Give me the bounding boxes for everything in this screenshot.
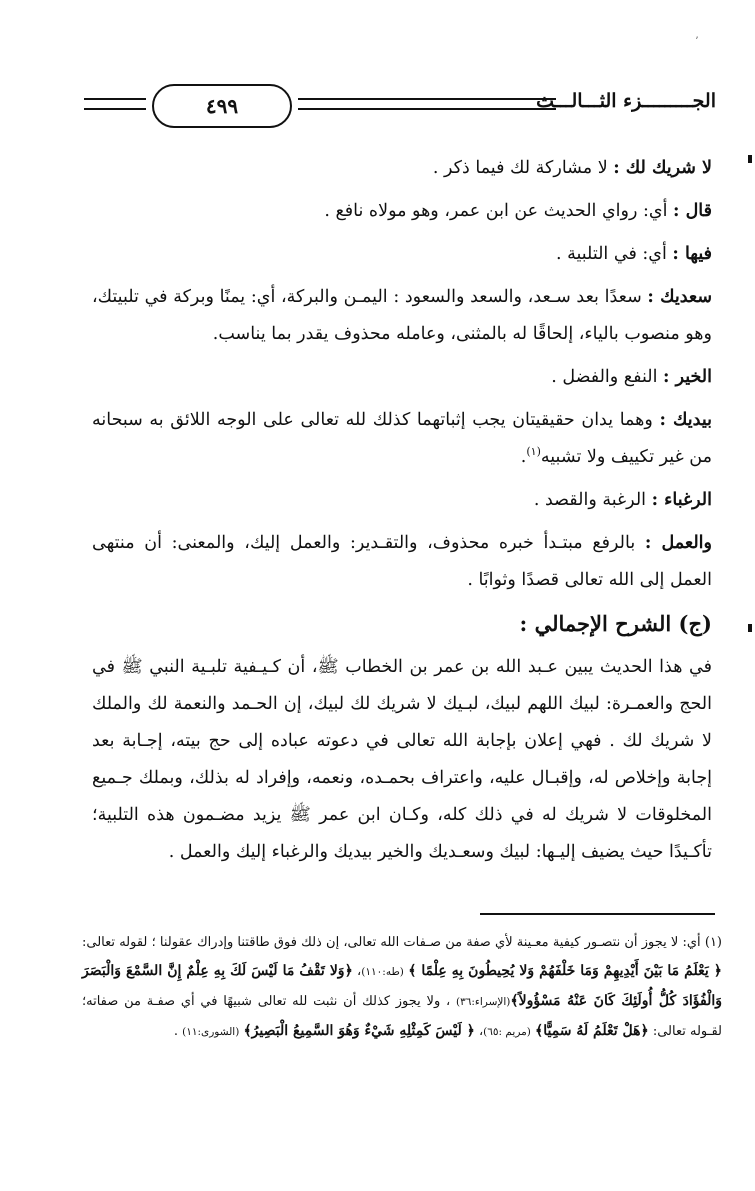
page-number: ٤٩٩ — [152, 84, 292, 128]
footnote — [82, 928, 722, 1047]
footnote-separator: ، — [352, 964, 362, 979]
quran-verse: ﴿ لَيْسَ كَمِثْلِهِ شَيْءٌ وَهُوَ السَّمِيعُ الْبَصِيرُ﴾ — [243, 1023, 475, 1039]
vocab-definition: سعدًا بعد سـعد، والسعد والسعود : اليمـن والبركة، أي: يمنًا وبركة في تلبيتك، وهو منصوب بالياء، إلحاقًا له بالمثنى، وعامله محذوف يقدر بما يناسب. — [92, 287, 712, 344]
section-heading: (ج) الشرح الإجمالي : — [519, 611, 712, 636]
page-header — [84, 84, 716, 134]
vocab-term: بيديك : — [659, 410, 712, 430]
vocab-term: سعديك : — [647, 287, 712, 307]
verse-reference: (طه:١١٠) — [361, 966, 404, 978]
vocab-definition: النفع والفضل . — [551, 367, 664, 387]
vocab-entry — [92, 236, 712, 273]
vocab-term: لا شريك لك : — [613, 158, 712, 178]
vocab-definition: بالرفع مبتـدأ خبره محذوف، والتقـدير: والعمل إليك، والمعنى: أن منتهى العمل إلى الله تعالى قصدًا وثوابًا . — [92, 533, 712, 590]
vocab-entry — [92, 150, 712, 187]
edge-mark — [748, 155, 752, 163]
vocab-definition: لا مشاركة لك فيما ذكر . — [432, 158, 614, 178]
verse-reference: (الشورى:١١) — [182, 1026, 240, 1038]
vocab-term: والعمل : — [644, 533, 712, 553]
vocab-entry — [92, 402, 712, 476]
vocab-entry — [92, 482, 712, 519]
quran-verse: ﴿ يَعْلَمُ مَا بَيْنَ أَيْدِيهِمْ وَمَا خَلْفَهُمْ وَلا يُحِيطُونَ بِهِ عِلْمًا ﴾ — [408, 963, 722, 979]
vocab-definition: أي: في التلبية . — [555, 244, 673, 264]
vocab-entry — [92, 279, 712, 353]
summary-paragraph: في هذا الحديث يبين عـبد الله بن عمر بن الخطاب ﷺ، أن كـيـفية تلبـية النبي ﷺ في الحج والعمـرة: لبيك اللهم لبيك، لبـيك لا شريك لك لبيك، إن الحـمد والنعمة لك والملك لا شريك لك . فهي إعلان بإجابة الله تعالى في دعوته عباده إلى حج بيته، إجـابة بعد إجابة وإخلاص له، وإقبـال عليه، واعتراف بحمـده، ونعمه، وإفراد له بذلك، وبملك جـميع المخلوقات لا شريك له في ذلك كله، وكـان ابن عمر ﷺ يزيد مضـمون هذه التلبية؛ تأكـيدًا حيث يضيف إليـها: لبيك وسعـديك والخير بيديك والرغباء إليك والعمل . — [92, 657, 712, 862]
quran-verse: ﴿وَلا تَقْفُ مَا لَيْسَ لَكَ بِهِ عِلْمٌ إِنَّ السَّمْعَ وَالْبَصَرَ وَالْفُؤَادَ كُلُّ أُولَئِكَ كَانَ عَنْهُ مَسْؤُولاً﴾ — [82, 963, 722, 1009]
vocab-entry — [92, 525, 712, 599]
vocab-definition-end: . — [520, 447, 527, 467]
footnote-text: ، ولا يجوز كذلك أن نثبت لله تعالى شبيهًا في أي صفـة من صفاته؛ لقـوله تعالى: — [82, 994, 722, 1039]
footnote-marker: (١) — [704, 935, 722, 950]
vocab-term: الرغباء : — [651, 490, 712, 510]
vocab-definition: وهما يدان حقيقيتان يجب إثباتهما كذلك لله تعالى على الوجه اللائق به سبحانه من غير تكييف ولا تشبيه — [92, 410, 712, 467]
verse-reference: (مريم :٦٥) — [483, 1026, 531, 1038]
vocab-term: الخير : — [663, 367, 712, 387]
footnote-ref[interactable]: (١) — [526, 445, 541, 459]
main-text — [92, 150, 712, 877]
footnote-text: أي: لا يجوز أن نتصـور كيفية معـينة لأي صفة من صـفات الله تعالى، إن ذلك فوق طاقتنا وإدراك عقولنا ؛ لقوله تعالى: — [82, 935, 705, 950]
edge-mark — [748, 624, 752, 632]
vocab-term: قال : — [673, 201, 712, 221]
vocab-definition: الرغبة والقصد . — [533, 490, 652, 510]
vocab-entry — [92, 359, 712, 396]
vocab-term: فيها : — [672, 244, 712, 264]
footnote-end: . — [173, 1024, 183, 1039]
header-rule — [298, 98, 556, 110]
footnote-divider — [480, 913, 715, 915]
part-title: الجـــــــــزء الثـــالـــث — [536, 90, 716, 112]
quran-verse: ﴿هَلْ تَعْلَمُ لَهُ سَمِيًّا﴾ — [535, 1023, 649, 1039]
header-rule — [84, 98, 146, 110]
vocab-definition: أي: رواي الحديث عن ابن عمر، وهو مولاه نافع . — [324, 201, 674, 221]
corner-mark: ʼ — [695, 36, 699, 47]
footnote-separator: ، — [474, 1024, 484, 1039]
verse-reference: (الإسراء:٣٦) — [456, 996, 511, 1008]
vocab-entry — [92, 193, 712, 230]
